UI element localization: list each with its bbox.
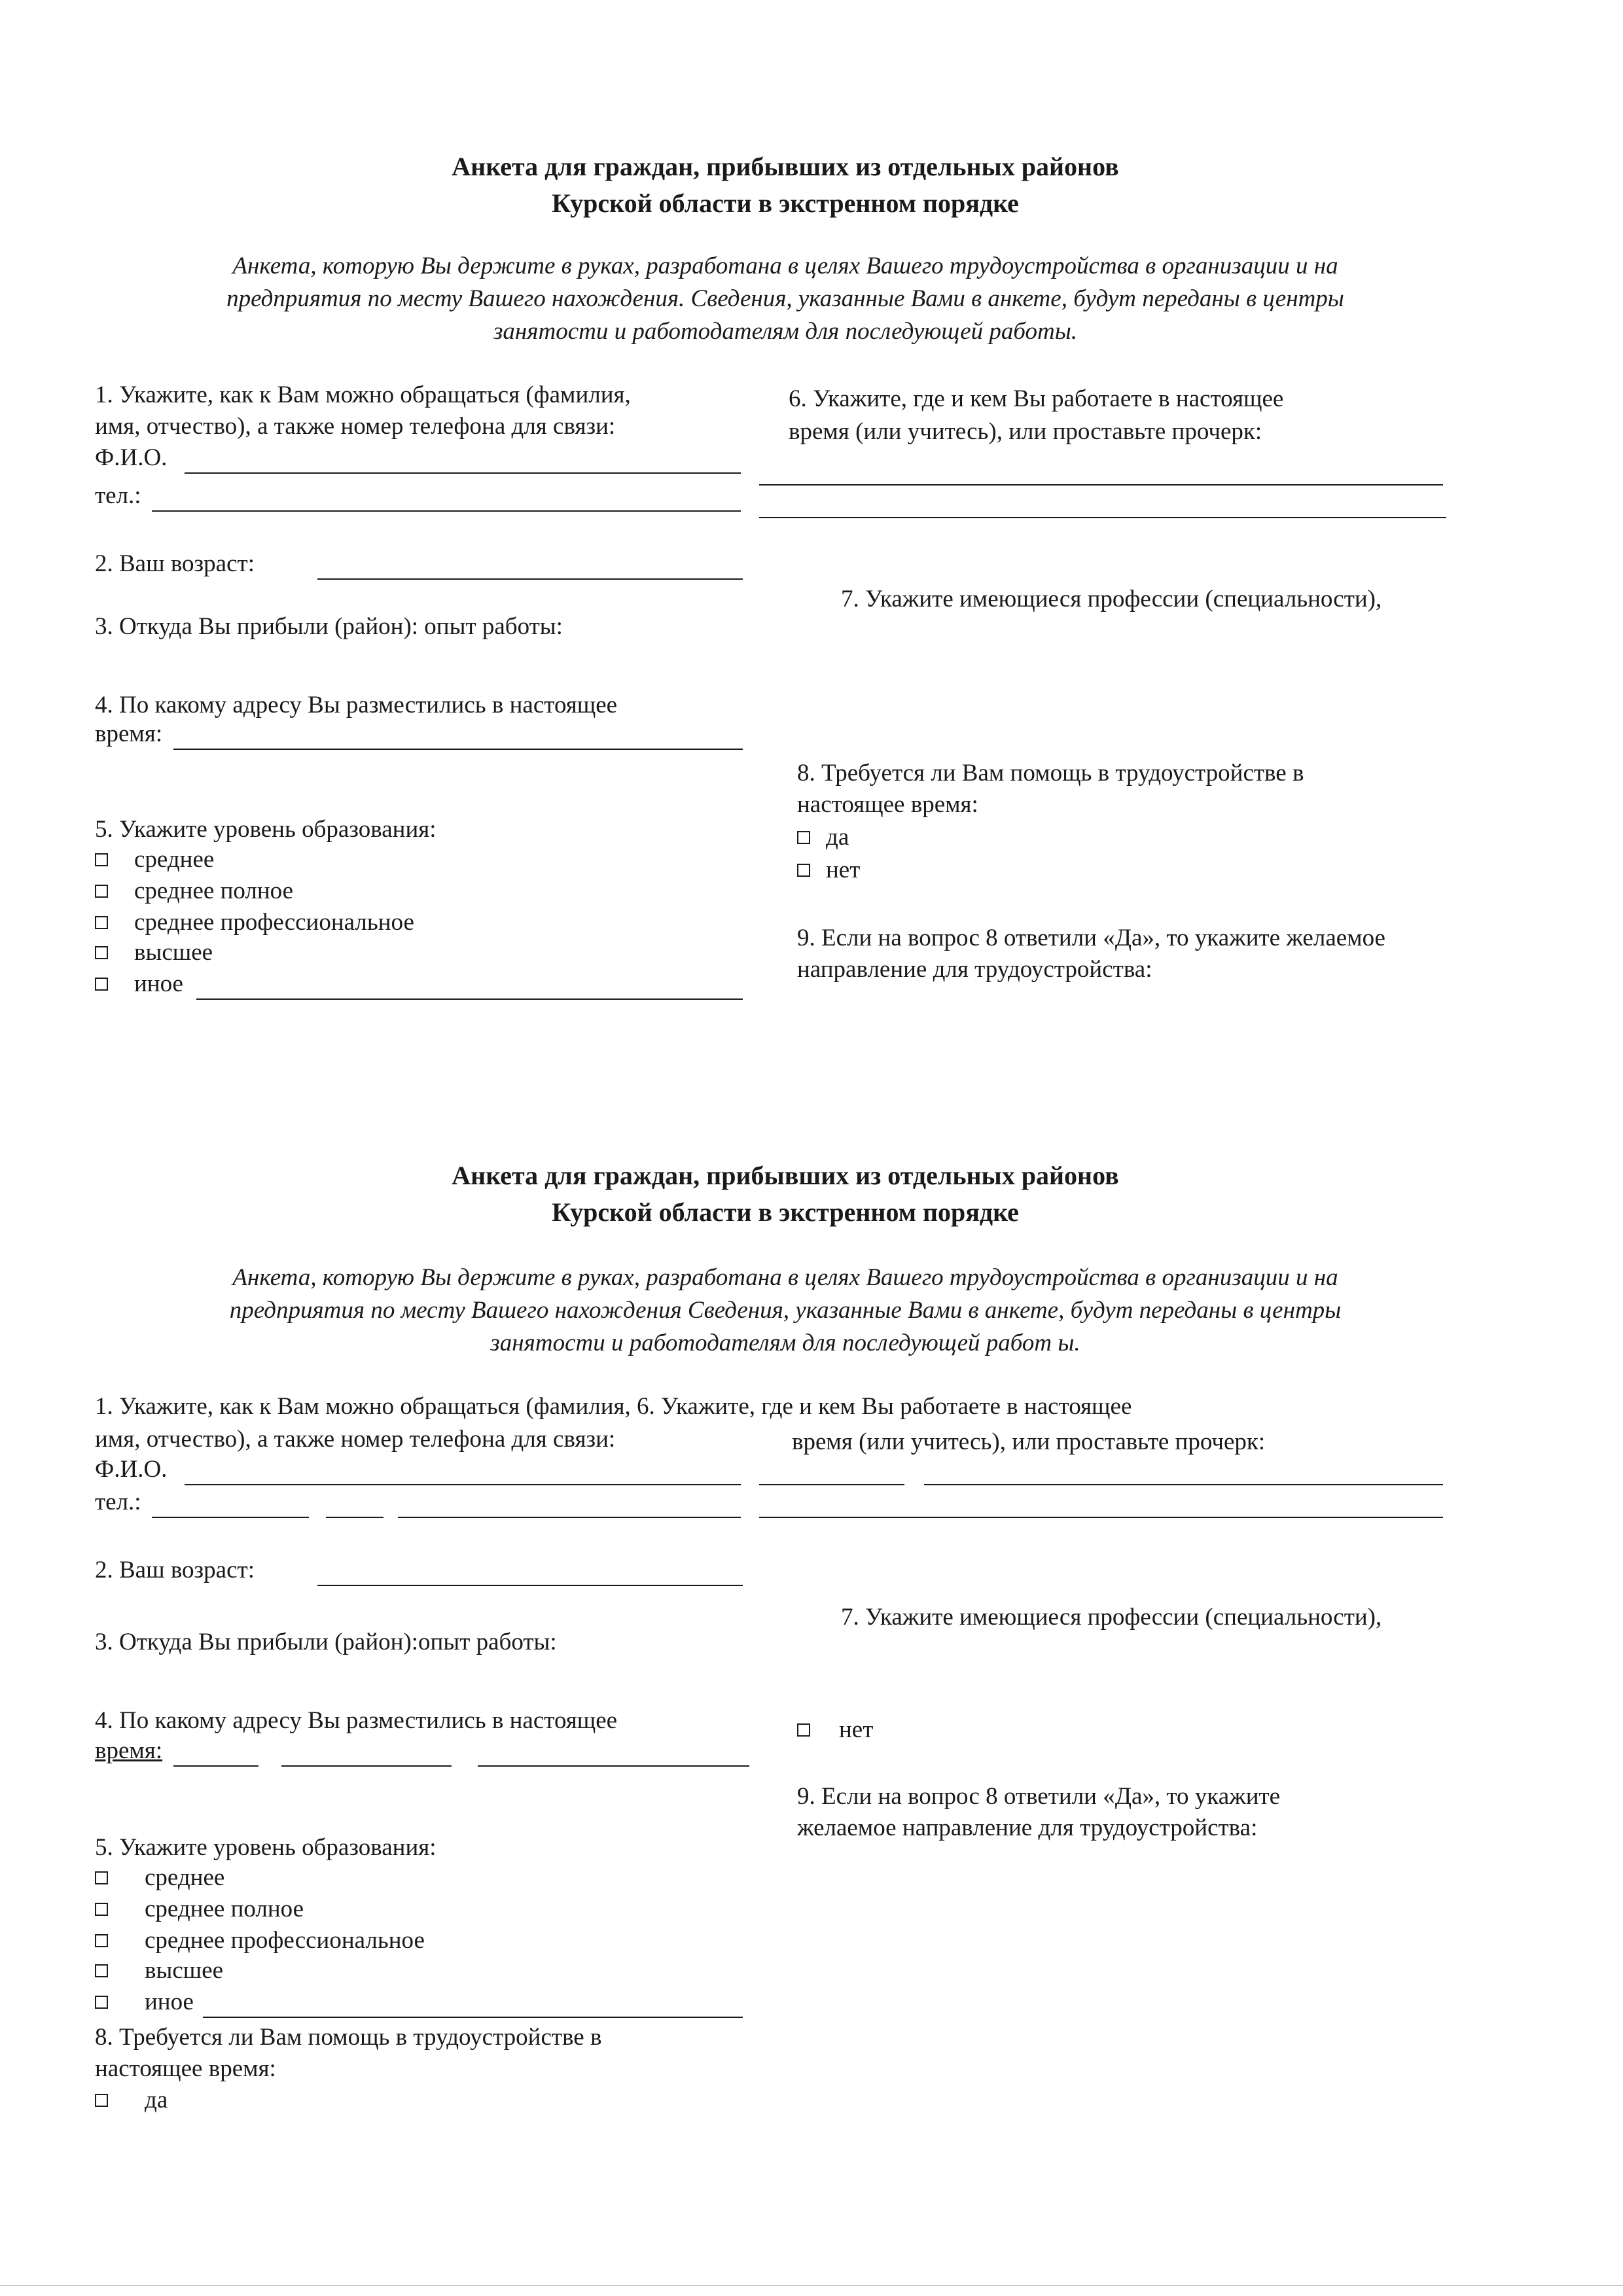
- form-b-edu-option[interactable]: среднее полное: [95, 1894, 304, 1925]
- checkbox-icon[interactable]: [95, 885, 108, 898]
- form-b-work-field-1b[interactable]: [924, 1484, 1443, 1485]
- form-b-tel-label: тел.:: [95, 1489, 141, 1515]
- form-a-q7: 7. Укажите имеющиеся профессии (специальности),: [841, 586, 1382, 612]
- form-a-tel-label: тел.:: [95, 482, 141, 509]
- form-b-q4-line2: время:: [95, 1737, 163, 1764]
- form-a-edu-option[interactable]: среднее профессиональное: [95, 907, 414, 938]
- form-b-q4-line1: 4. По какому адресу Вы разместились в настоящее: [95, 1707, 618, 1734]
- form-b-tel-field-c[interactable]: [398, 1517, 741, 1518]
- form-a-work-field-2[interactable]: [759, 517, 1446, 518]
- form-b-q9-line2: желаемое направление для трудоустройства:: [797, 1814, 1258, 1841]
- form-a-q5: 5. Укажите уровень образования:: [95, 816, 437, 843]
- form-b-intro-line1: Анкета, которую Вы держите в руках, разработана в целях Вашего трудоустройства в организации и на: [232, 1264, 1338, 1291]
- checkbox-icon[interactable]: [95, 1934, 108, 1947]
- form-b-fio-field[interactable]: [185, 1484, 741, 1485]
- form-a-q3: 3. Откуда Вы прибыли (район): опыт работы:: [95, 613, 563, 640]
- form-a-fio-label: Ф.И.О.: [95, 444, 168, 471]
- checkbox-icon[interactable]: [797, 1723, 810, 1737]
- form-b-q5: 5. Укажите уровень образования:: [95, 1834, 437, 1861]
- form-b-work-field-2[interactable]: [759, 1517, 1443, 1518]
- checkbox-icon[interactable]: [797, 864, 810, 877]
- scan-edge-line: [0, 2285, 1623, 2286]
- form-a-intro-line2: предприятия по месту Вашего нахождения. Сведения, указанные Вами в анкете, будут переданы в центры: [226, 285, 1344, 312]
- form-a-q6-line2: время (или учитесь), или проставьте прочерк:: [789, 418, 1262, 445]
- form-a-fio-field[interactable]: [185, 472, 741, 474]
- form-b-edu-option[interactable]: высшее: [95, 1955, 223, 1987]
- form-a-tel-field[interactable]: [152, 510, 741, 512]
- form-a-q9-line2: направление для трудоустройства:: [797, 956, 1152, 983]
- form-b-title-line2: Курской области в экстренном порядке: [552, 1197, 1019, 1227]
- checkbox-icon[interactable]: [95, 1871, 108, 1884]
- form-b-q8-yes-option[interactable]: да: [95, 2085, 168, 2116]
- form-a-age-field[interactable]: [317, 578, 743, 580]
- form-b-tel-field-b[interactable]: [326, 1517, 383, 1518]
- form-a-edu-option[interactable]: среднее полное: [95, 875, 293, 907]
- form-a-q4-line1: 4. По какому адресу Вы разместились в настоящее: [95, 692, 618, 718]
- form-b-q3: 3. Откуда Вы прибыли (район):опыт работы:: [95, 1629, 557, 1655]
- checkbox-icon[interactable]: [95, 2094, 108, 2107]
- checkbox-icon[interactable]: [95, 853, 108, 866]
- form-b-q8-line2: настоящее время:: [95, 2055, 276, 2082]
- form-a-q8-yes-option[interactable]: да: [797, 822, 849, 853]
- form-a-q9-line1: 9. Если на вопрос 8 ответили «Да», то укажите желаемое: [797, 925, 1385, 951]
- form-a-q8-line1: 8. Требуется ли Вам помощь в трудоустройстве в: [797, 760, 1304, 786]
- form-a-edu-option[interactable]: среднее: [95, 844, 214, 875]
- form-b-intro-line2: предприятия по месту Вашего нахождения Сведения, указанные Вами в анкете, будут переданы в центры: [229, 1297, 1342, 1324]
- form-b-age-field[interactable]: [317, 1585, 743, 1586]
- form-a-intro-line1: Анкета, которую Вы держите в руках, разработана в целях Вашего трудоустройства в организации и на: [232, 253, 1338, 279]
- form-a-q2: 2. Ваш возраст:: [95, 550, 255, 577]
- form-b-title-line1: Анкета для граждан, прибывших из отдельных районов: [452, 1161, 1119, 1190]
- form-a-q1-line2: имя, отчество), а также номер телефона для связи:: [95, 413, 616, 440]
- form-a-work-field-1[interactable]: [759, 484, 1443, 486]
- form-a-title-line2: Курской области в экстренном порядке: [552, 188, 1019, 218]
- form-b-q8-line1: 8. Требуется ли Вам помощь в трудоустройстве в: [95, 2024, 602, 2051]
- form-b-edu-option[interactable]: иное: [95, 1987, 194, 2018]
- form-b-q7: 7. Укажите имеющиеся профессии (специальности),: [841, 1604, 1382, 1631]
- form-b-q1-line2: имя, отчество), а также номер телефона для связи:: [95, 1426, 616, 1453]
- checkbox-icon[interactable]: [95, 1996, 108, 2009]
- form-a-q6-line1: 6. Укажите, где и кем Вы работаете в настоящее: [789, 385, 1284, 412]
- form-a-address-field[interactable]: [173, 749, 743, 750]
- form-b-q1-q6-line1: 1. Укажите, как к Вам можно обращаться (фамилия, 6. Укажите, где и кем Вы работаете в настоящее: [95, 1393, 1132, 1420]
- form-b-edu-option[interactable]: среднее профессиональное: [95, 1925, 425, 1956]
- form-a-title-line1: Анкета для граждан, прибывших из отдельных районов: [452, 152, 1119, 181]
- form-a-q8-no-option[interactable]: нет: [797, 855, 860, 886]
- form-b-address-field-a[interactable]: [173, 1765, 259, 1767]
- checkbox-icon[interactable]: [95, 1964, 108, 1977]
- checkbox-icon[interactable]: [95, 1903, 108, 1916]
- form-a-q8-line2: настоящее время:: [797, 791, 978, 818]
- form-b-address-field-b[interactable]: [281, 1765, 452, 1767]
- checkbox-icon[interactable]: [95, 946, 108, 959]
- form-b-edu-option[interactable]: среднее: [95, 1862, 224, 1894]
- checkbox-icon[interactable]: [95, 916, 108, 929]
- form-b-q9-line1: 9. Если на вопрос 8 ответили «Да», то укажите: [797, 1783, 1281, 1810]
- form-b-edu-other-field[interactable]: [203, 2017, 743, 2018]
- form-a-edu-option[interactable]: высшее: [95, 937, 213, 968]
- form-b-q2: 2. Ваш возраст:: [95, 1557, 255, 1583]
- checkbox-icon[interactable]: [797, 831, 810, 844]
- form-b-fio-label: Ф.И.О.: [95, 1456, 168, 1483]
- form-a-q4-line2: время:: [95, 720, 163, 747]
- form-b-tel-field-a[interactable]: [152, 1517, 309, 1518]
- form-a-q1-line1: 1. Укажите, как к Вам можно обращаться (фамилия,: [95, 381, 631, 408]
- form-b-q6-line2: время (или учитесь), или проставьте прочерк:: [792, 1428, 1266, 1455]
- form-a-edu-other-field[interactable]: [196, 998, 743, 1000]
- checkbox-icon[interactable]: [95, 978, 108, 991]
- form-b-intro-line3: занятости и работодателям для последующей работ ы.: [490, 1330, 1080, 1356]
- form-b-q8-no-option[interactable]: нет: [797, 1714, 873, 1746]
- form-b-address-field-c[interactable]: [478, 1765, 749, 1767]
- form-b-work-field-1a[interactable]: [759, 1484, 904, 1485]
- form-a-edu-option[interactable]: иное: [95, 968, 183, 1000]
- form-a-intro-line3: занятости и работодателям для последующей работы.: [493, 318, 1078, 345]
